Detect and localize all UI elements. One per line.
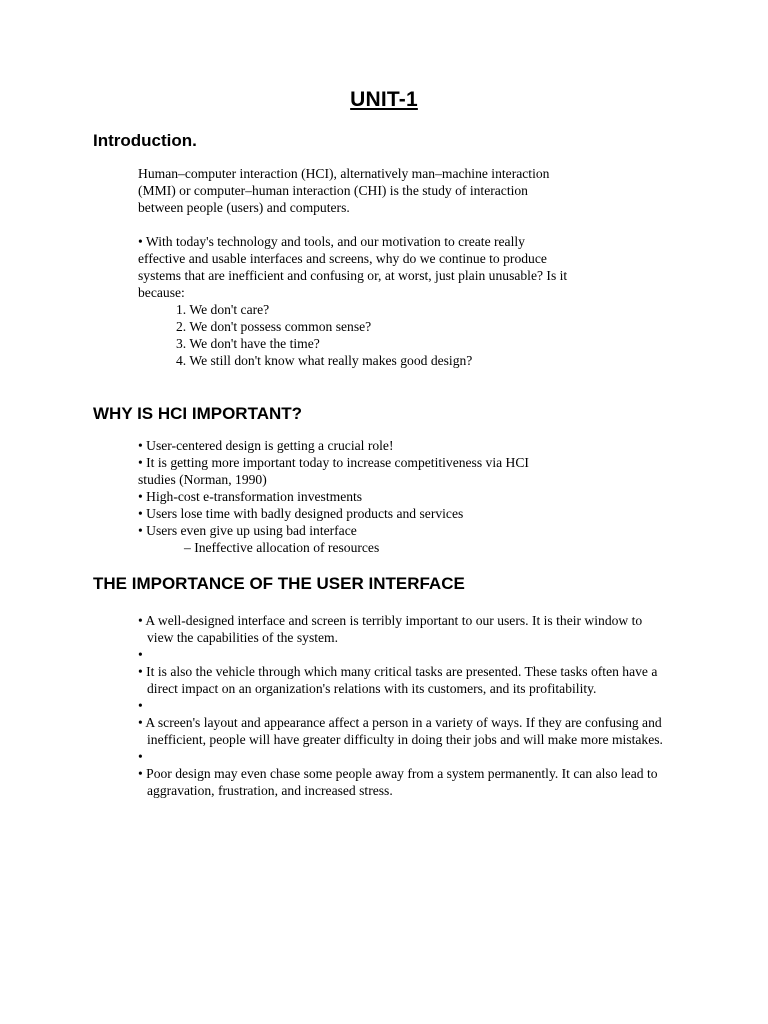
section-heading-introduction: Introduction. <box>93 131 197 150</box>
intro-paragraph-line: between people (users) and computers. <box>138 200 350 215</box>
why-hci-line: studies (Norman, 1990) <box>138 472 267 487</box>
importance-bullet: • A screen's layout and appearance affect a person in a variety of ways. If they are confusing and inefficient, people will have greater difficulty in doing their jobs and will make more mistakes. <box>138 715 663 747</box>
intro-section-body <box>138 165 678 369</box>
empty-bullet: • <box>138 647 143 662</box>
why-hci-line: • Users lose time with badly designed products and services <box>138 506 464 521</box>
reason-item: 4. We still don't know what really makes good design? <box>176 353 473 368</box>
reasons-list <box>138 301 678 369</box>
reason-item: 3. We don't have the time? <box>176 336 320 351</box>
intro-paragraph-line: Human–computer interaction (HCI), alternatively man–machine interaction <box>138 166 550 181</box>
why-hci-line: • High-cost e-transformation investments <box>138 489 363 504</box>
why-hci-line: • It is getting more important today to increase competitiveness via HCI <box>138 455 529 470</box>
reason-item: 2. We don't possess common sense? <box>176 319 372 334</box>
question-line: systems that are inefficient and confusing or, at worst, just plain unusable? Is it <box>138 268 568 283</box>
empty-bullet: • <box>138 698 143 713</box>
question-line: because: <box>138 285 185 300</box>
importance-ui-section-body <box>138 612 668 799</box>
importance-bullet: • A well-designed interface and screen is terribly important to our users. It is their window to view the capabilities of the system. <box>138 613 643 645</box>
page-title: UNIT-1 <box>350 88 418 111</box>
paragraph-spacer <box>138 216 678 233</box>
importance-bullet: • It is also the vehicle through which many critical tasks are presented. These tasks often have a direct impact on an organization's relations with its customers, and its profitability. <box>138 664 658 696</box>
importance-bullet: • Poor design may even chase some people away from a system permanently. It can also lead to aggravation, frustration, and increased stress. <box>138 766 658 798</box>
why-hci-list <box>138 437 678 556</box>
intro-paragraph-line: (MMI) or computer–human interaction (CHI) is the study of interaction <box>138 183 528 198</box>
section-heading-importance-ui: THE IMPORTANCE OF THE USER INTERFACE <box>93 574 465 593</box>
question-line: • With today's technology and tools, and our motivation to create really <box>138 234 525 249</box>
empty-bullet: • <box>138 749 143 764</box>
importance-ui-list <box>138 612 668 799</box>
section-heading-why-hci: WHY IS HCI IMPORTANT? <box>93 404 303 423</box>
why-hci-line: • Users even give up using bad interface <box>138 523 357 538</box>
why-hci-section-body <box>138 437 678 556</box>
why-hci-line: • User-centered design is getting a crucial role! <box>138 438 394 453</box>
why-hci-sub-line: – Ineffective allocation of resources <box>184 540 380 555</box>
reason-item: 1. We don't care? <box>176 302 270 317</box>
question-line: effective and usable interfaces and screens, why do we continue to produce <box>138 251 547 266</box>
